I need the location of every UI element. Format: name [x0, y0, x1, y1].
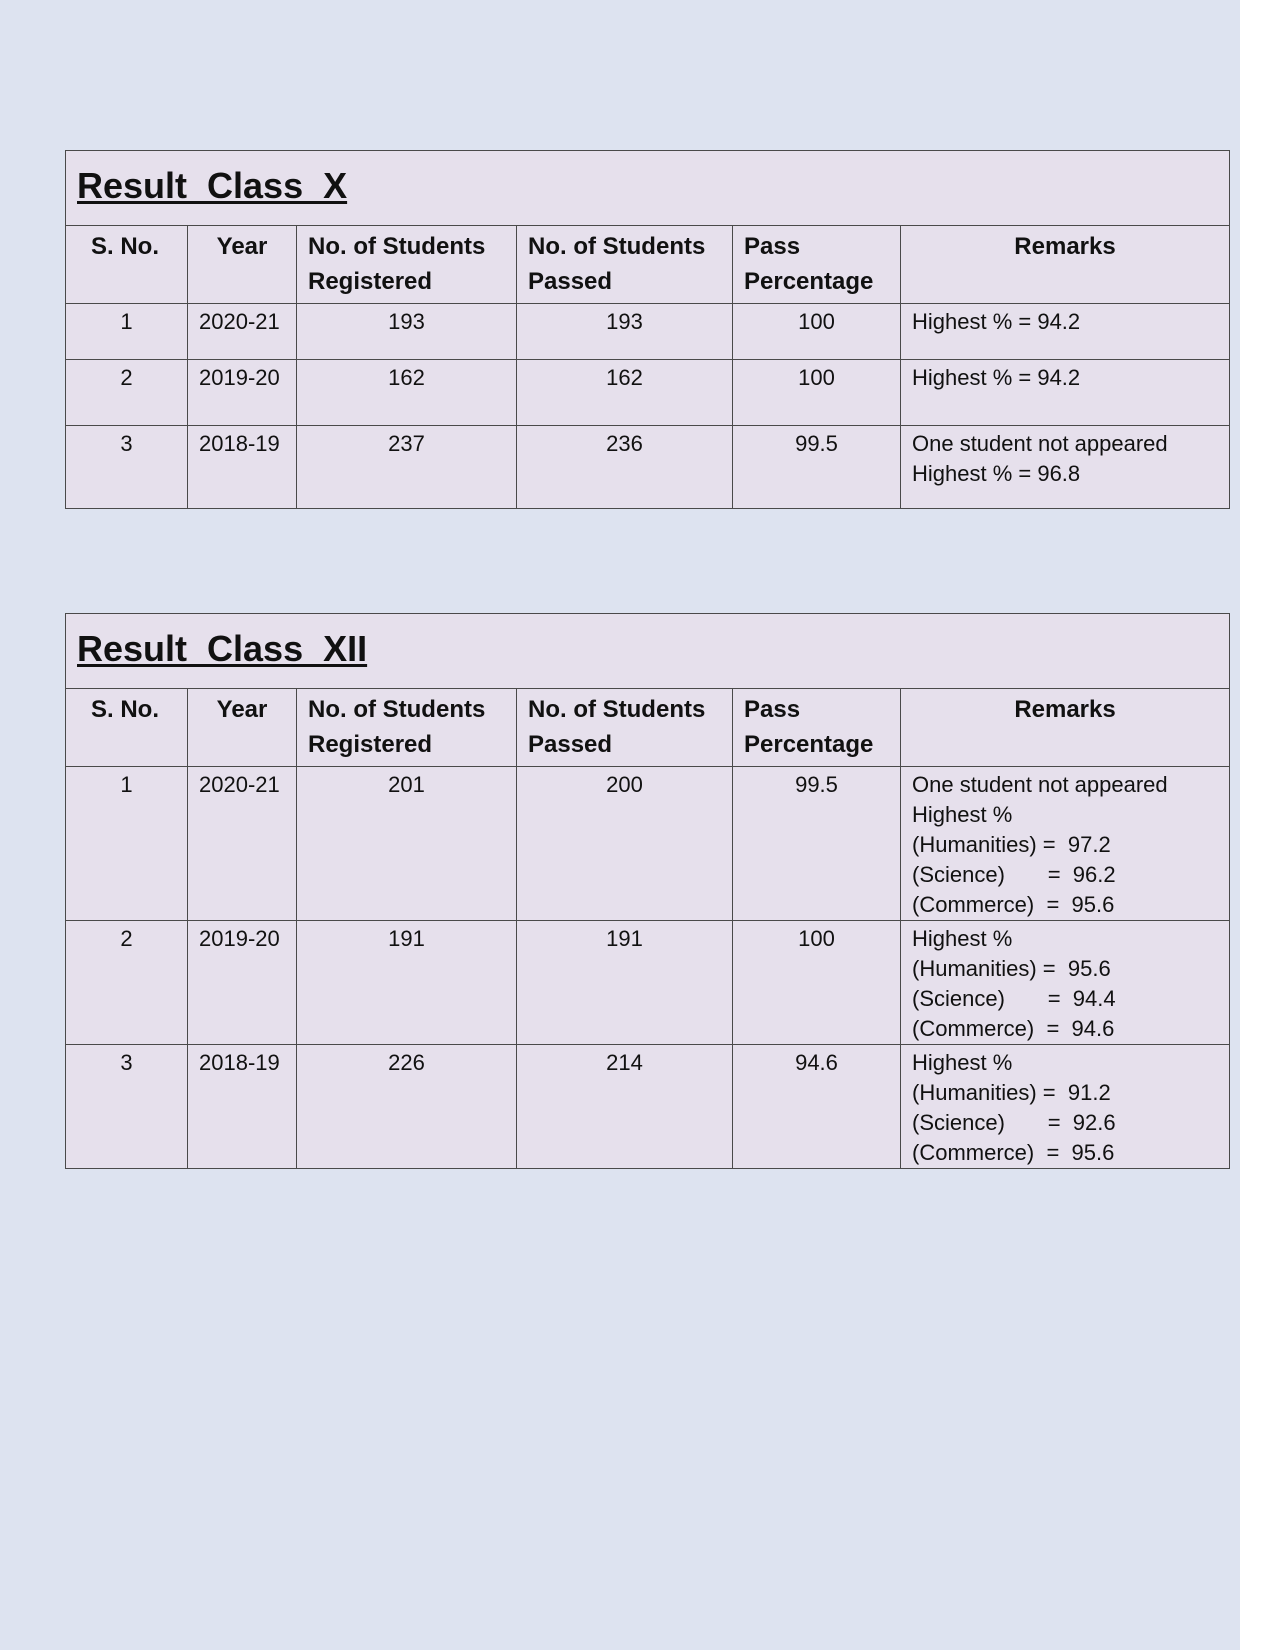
header-passed: No. of Students Passed: [517, 689, 733, 767]
cell-registered: 191: [297, 921, 517, 1045]
cell-passed: 191: [517, 921, 733, 1045]
cell-passed: 214: [517, 1045, 733, 1169]
header-remarks: Remarks: [901, 226, 1230, 304]
cell-registered: 162: [297, 360, 517, 426]
class-x-title: Result Class X: [77, 164, 348, 206]
header-passed: No. of Students Passed: [517, 226, 733, 304]
cell-remarks: Highest % = 94.2: [901, 360, 1230, 426]
cell-year: 2019-20: [188, 360, 297, 426]
table-row: [66, 360, 1230, 426]
cell-percentage: 99.5: [733, 426, 901, 509]
table-row: [66, 304, 1230, 360]
table-row: [66, 767, 1230, 921]
cell-registered: 201: [297, 767, 517, 921]
header-registered: No. of Students Registered: [297, 226, 517, 304]
cell-sno: 1: [66, 304, 188, 360]
header-year: Year: [188, 226, 297, 304]
cell-year: 2019-20: [188, 921, 297, 1045]
class-xii-title: Result Class XII: [77, 627, 368, 669]
cell-sno: 1: [66, 767, 188, 921]
cell-passed: 200: [517, 767, 733, 921]
cell-registered: 226: [297, 1045, 517, 1169]
cell-year: 2020-21: [188, 767, 297, 921]
cell-percentage: 100: [733, 360, 901, 426]
cell-percentage: 94.6: [733, 1045, 901, 1169]
cell-remarks: Highest % = 94.2: [901, 304, 1230, 360]
cell-passed: 193: [517, 304, 733, 360]
class-x-result-table: [65, 150, 1230, 509]
table-row: [66, 921, 1230, 1045]
cell-percentage: 100: [733, 304, 901, 360]
cell-sno: 2: [66, 360, 188, 426]
cell-remarks: Highest % (Humanities) = 95.6 (Science) = 94.4 (Commerce) = 94.6: [901, 921, 1230, 1045]
table-row: [66, 1045, 1230, 1169]
cell-sno: 2: [66, 921, 188, 1045]
cell-sno: 3: [66, 1045, 188, 1169]
cell-remarks: Highest % (Humanities) = 91.2 (Science) = 92.6 (Commerce) = 95.6: [901, 1045, 1230, 1169]
cell-percentage: 99.5: [733, 767, 901, 921]
header-pass-percentage: Pass Percentage: [733, 689, 901, 767]
class-xii-title-cell: [66, 614, 1230, 689]
class-xii-result-table: [65, 613, 1230, 1169]
cell-passed: 236: [517, 426, 733, 509]
cell-year: 2018-19: [188, 1045, 297, 1169]
class-x-header-row: [66, 226, 1230, 304]
cell-remarks: One student not appeared Highest % = 96.8: [901, 426, 1230, 509]
header-registered: No. of Students Registered: [297, 689, 517, 767]
header-remarks: Remarks: [901, 689, 1230, 767]
class-xii-header-row: [66, 689, 1230, 767]
header-sno: S. No.: [66, 689, 188, 767]
table-row: [66, 426, 1230, 509]
cell-registered: 237: [297, 426, 517, 509]
cell-remarks: One student not appeared Highest % (Humanities) = 97.2 (Science) = 96.2 (Commerce) = 95.6: [901, 767, 1230, 921]
cell-registered: 193: [297, 304, 517, 360]
header-sno: S. No.: [66, 226, 188, 304]
header-year: Year: [188, 689, 297, 767]
cell-sno: 3: [66, 426, 188, 509]
cell-passed: 162: [517, 360, 733, 426]
class-x-title-cell: [66, 151, 1230, 226]
cell-year: 2020-21: [188, 304, 297, 360]
cell-year: 2018-19: [188, 426, 297, 509]
header-pass-percentage: Pass Percentage: [733, 226, 901, 304]
cell-percentage: 100: [733, 921, 901, 1045]
